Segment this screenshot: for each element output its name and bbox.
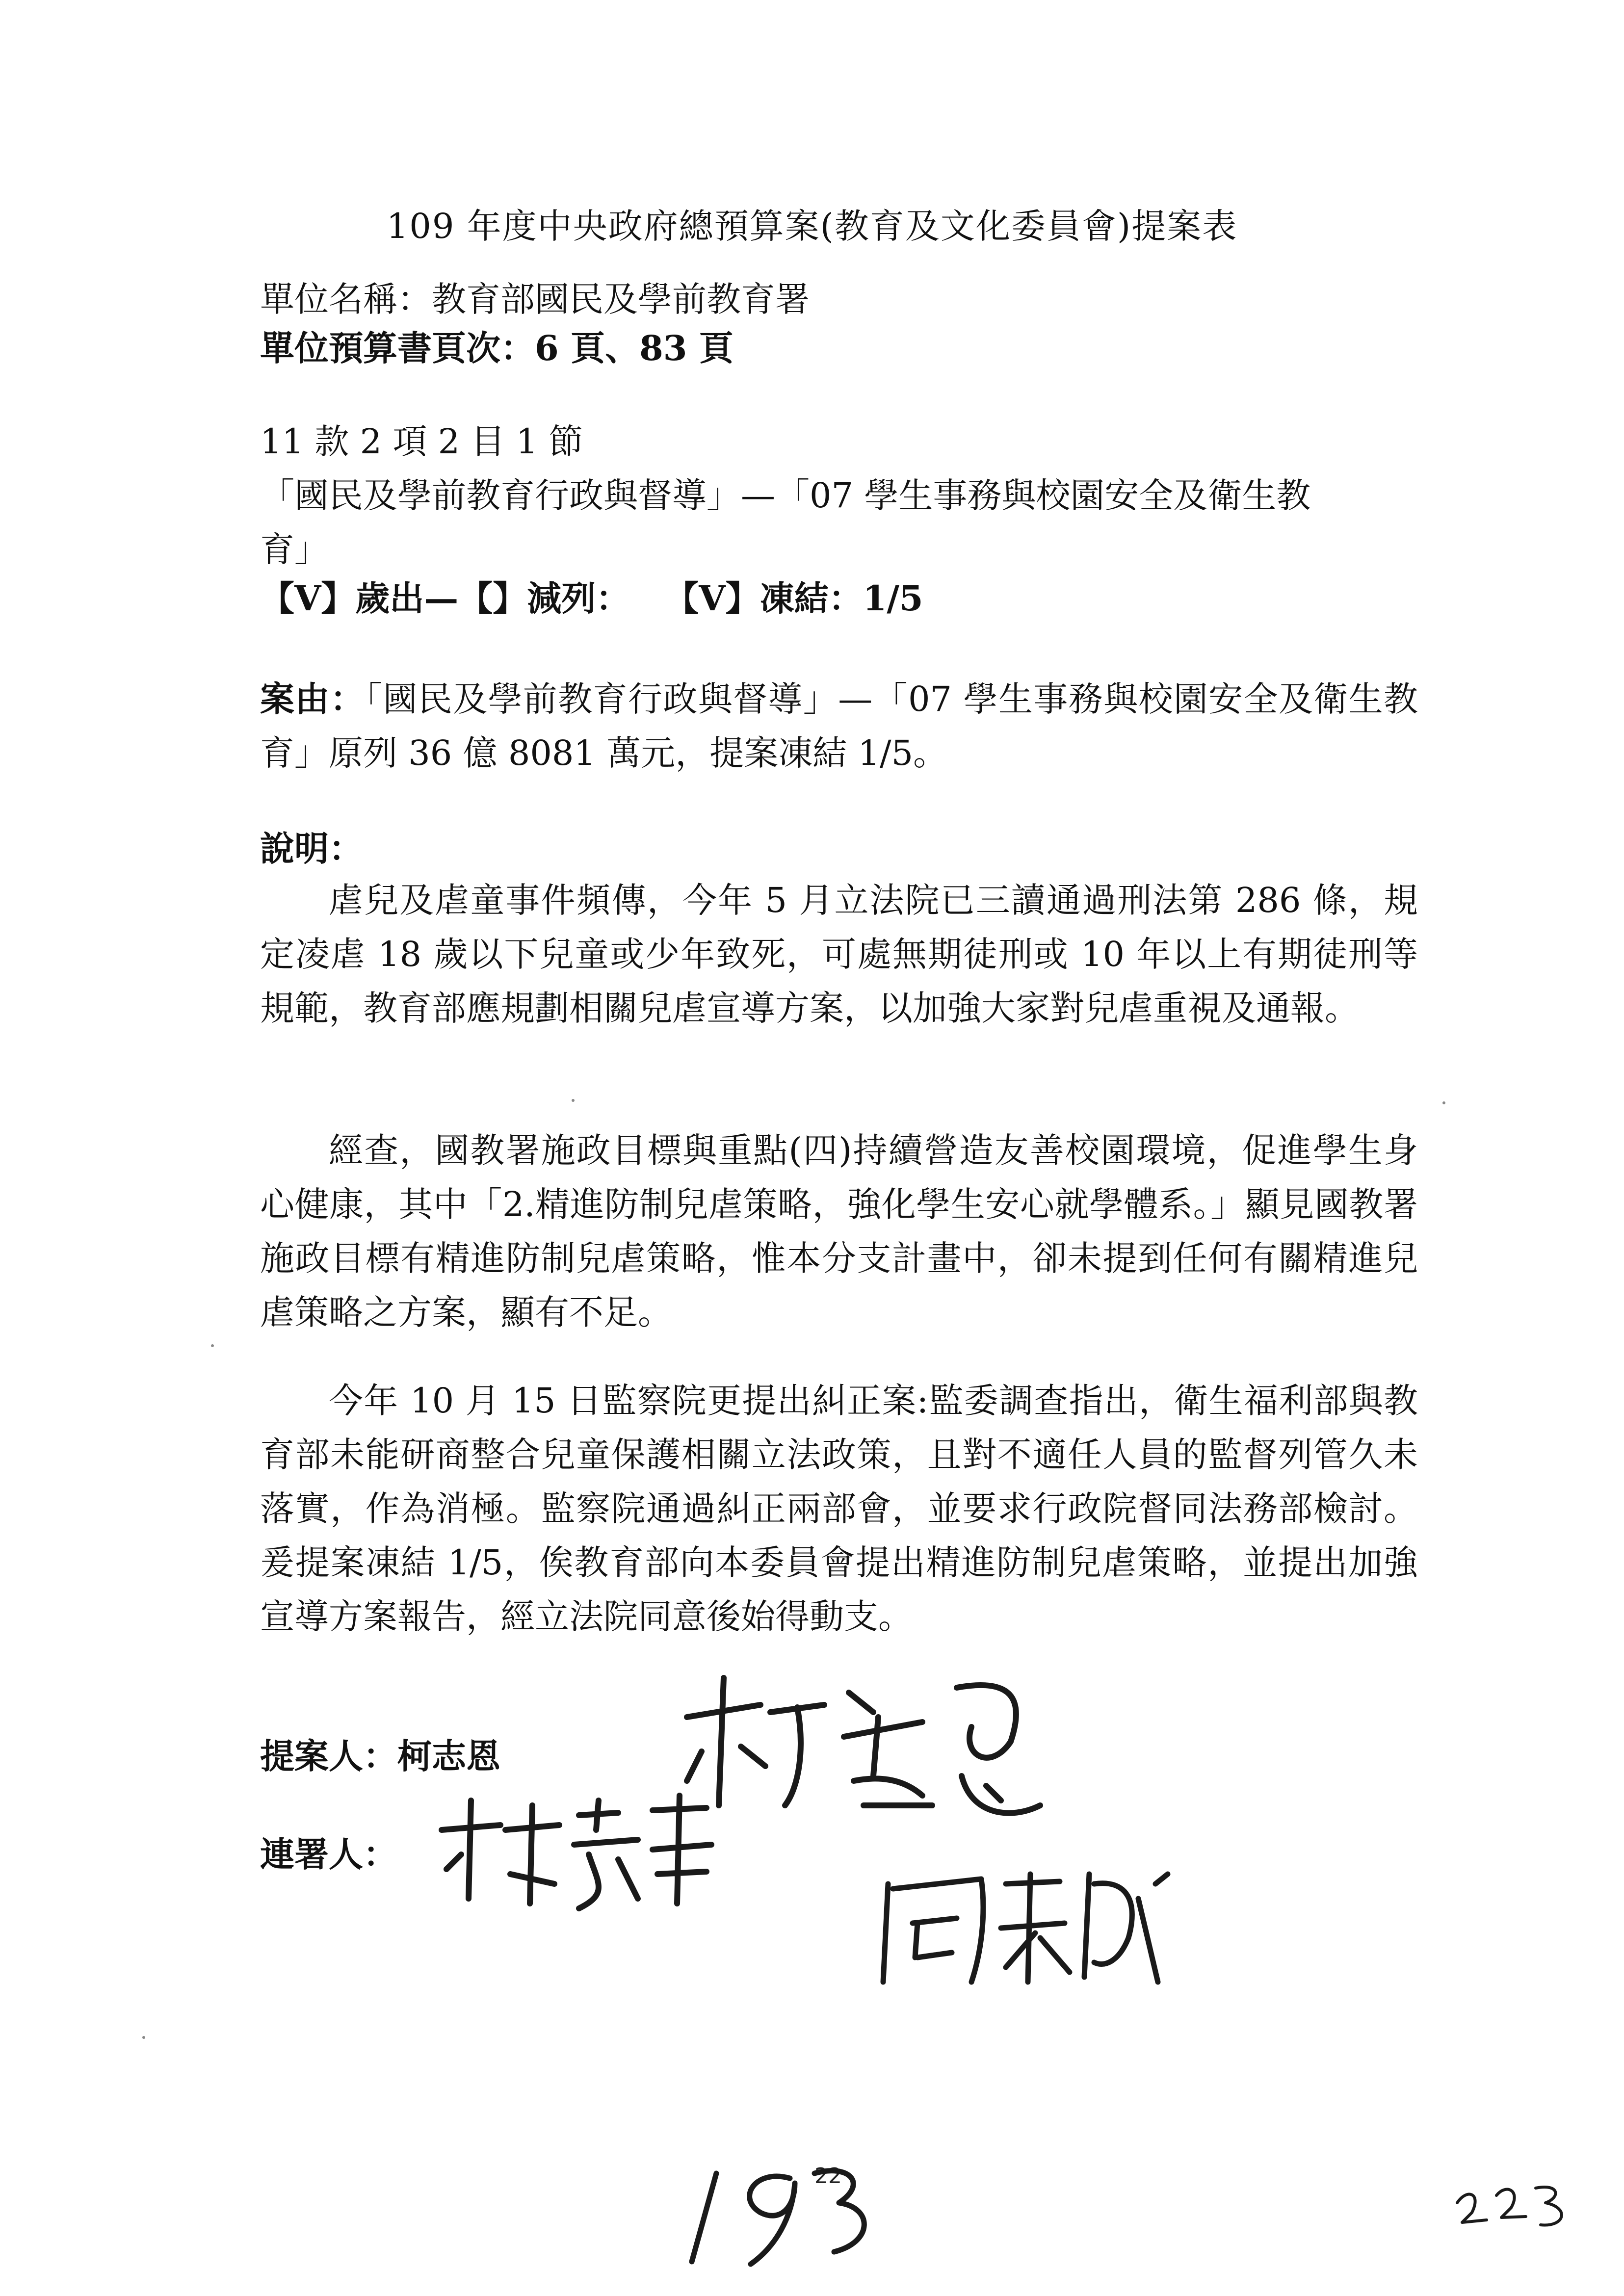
- cosigner-signature-2: [873, 1854, 1178, 2002]
- scan-speck: [211, 1344, 214, 1347]
- explanation-paragraph-3: 今年 10 月 15 日監察院更提出糾正案:監委調查指出，衛生福利部與教育部未能研商整合兒童保護相關立法政策，且對不適任人員的監督列管久未落實，作為消極。監察院通過糾正兩部會，並要求行政院督同法務部檢討。爰提案凍結 1/5，俟教育部向本委員會提出精進防制兒虐策略，並提出加強宣導方案報告，經立法院同意後始得動支。: [260, 1381, 1418, 1637]
- unit-name: 單位名稱：教育部國民及學前教育署: [260, 279, 810, 319]
- proposer-signature: [667, 1658, 1060, 1835]
- reason-text: 「國民及學前教育行政與督導」—「07 學生事務與校園安全及衛生教育」原列 36 億 8081 萬元，提案凍結 1/5。: [260, 679, 1418, 773]
- reason-label: 案由：: [260, 678, 366, 719]
- explanation-label: 說明：: [260, 828, 363, 869]
- scan-speck: [572, 1099, 575, 1102]
- action-line: 【V】歲出—【】減列： 【V】凍結：1/5: [260, 578, 923, 619]
- section-name-line1: 「國民及學前教育行政與督導」—「07 學生事務與校園安全及衛生教: [260, 475, 1311, 516]
- handwritten-corner-number: [1452, 2168, 1580, 2237]
- explanation-paragraph-2: 經查，國教署施政目標與重點(四)持續營造友善校園環境，促進學生身心健康，其中「2.精進防制兒虐策略，強化學生安心就學體系。」顯見國教署施政目標有精進防制兒虐策略，惟本分支計畫中，卻未提到任何有關精進兒虐策略之方案，顯有不足。: [260, 1130, 1418, 1332]
- section-code: 11 款 2 項 2 目 1 節: [260, 421, 583, 462]
- proposer-line: 提案人：柯志恩: [260, 1736, 500, 1776]
- scan-speck: [1442, 1101, 1445, 1104]
- cosigner-label: 連署人：: [260, 1834, 397, 1875]
- section-name-line2: 育」: [260, 529, 329, 570]
- scan-speck: [142, 2036, 145, 2039]
- handwritten-number-stamp: [677, 2154, 893, 2271]
- page-number: 22: [814, 2164, 842, 2189]
- explanation-paragraph-1: 虐兒及虐童事件頻傳，今年 5 月立法院已三讀通過刑法第 286 條，規定凌虐 18 歲以下兒童或少年致死，可處無期徒刑或 10 年以上有期徒刑等規範，教育部應規劃相關兒虐宣導方案，以加強大家對兒虐重視及通報。: [260, 880, 1418, 1028]
- document-title: 109 年度中央政府總預算案(教育及文化委員會)提案表: [386, 206, 1238, 246]
- reason: [260, 672, 1418, 780]
- unit-pages: 單位預算書頁次：6 頁、83 頁: [260, 328, 733, 368]
- cosigner-signature-1: [432, 1786, 726, 1913]
